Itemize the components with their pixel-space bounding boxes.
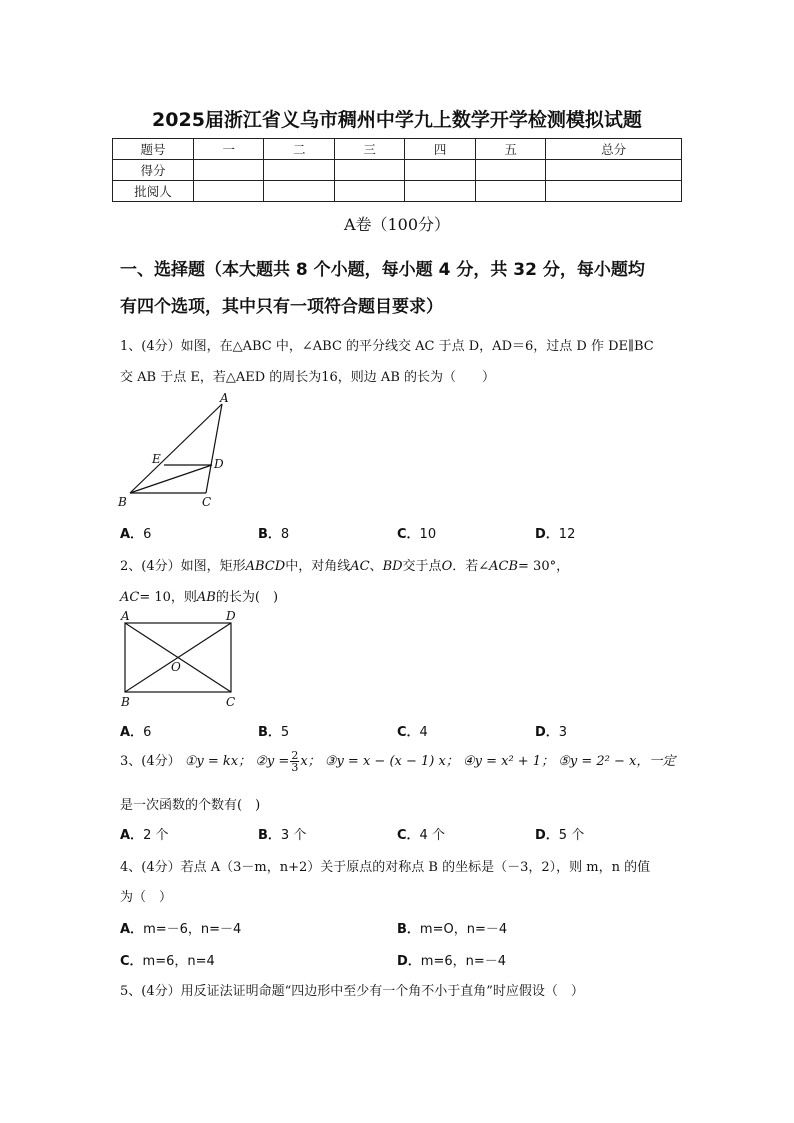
option-value: 10 — [419, 527, 437, 542]
score-table-cell: 二 — [264, 139, 334, 160]
option-value: 4 — [419, 725, 428, 740]
q3-option-a[interactable] — [120, 824, 168, 843]
part1-heading-line2: 有四个选项，其中只有一项符合题目要求） — [120, 297, 443, 317]
score-table-cell: 三 — [334, 139, 404, 160]
score-table-cell — [475, 181, 545, 202]
label-a: A — [220, 391, 229, 405]
score-table-cell: 总分 — [546, 139, 682, 160]
option-value: m=O，n=－4 — [419, 922, 508, 937]
option-letter: C． — [397, 527, 420, 542]
q2-text: 2、(4分）如图，矩形 — [120, 559, 246, 574]
option-letter: D． — [397, 954, 421, 969]
option-letter: D． — [535, 828, 559, 843]
q2-option-b[interactable] — [258, 721, 289, 740]
label-d: D — [214, 457, 224, 471]
fraction-denominator: 3 — [291, 761, 299, 774]
score-table-row-grader — [113, 181, 682, 202]
score-table-cell: 四 — [405, 139, 475, 160]
option-value: 8 — [280, 527, 290, 542]
score-table-cell: 五 — [475, 139, 545, 160]
fraction — [290, 750, 299, 773]
option-value: 12 — [558, 527, 576, 542]
q2-text: 中，对角线 — [285, 559, 351, 574]
q1-option-d[interactable] — [535, 523, 575, 542]
q2-option-a[interactable] — [120, 721, 151, 740]
option-value: 2 个 — [143, 828, 169, 843]
option-value: m=6，n=－4 — [420, 954, 507, 969]
q2-line1 — [120, 555, 569, 574]
option-letter: D． — [535, 725, 559, 740]
q3-expression-4: ④y = x² + 1； — [462, 754, 555, 769]
option-letter: A． — [120, 725, 144, 740]
q3-line2: 是一次函数的个数有( ) — [120, 798, 261, 813]
label-b: B — [121, 695, 130, 709]
label-c: C — [226, 695, 236, 709]
q4-option-d[interactable] — [397, 950, 506, 969]
score-table-cell: 得分 — [113, 160, 194, 181]
q2-math: AC — [350, 559, 370, 574]
fraction-numerator: 2 — [291, 749, 299, 762]
option-value: 5 — [280, 725, 290, 740]
label-d: D — [226, 609, 236, 623]
option-letter: C． — [397, 828, 420, 843]
q2-math: AC — [120, 590, 140, 605]
q5-line1: 5、(4分）用反证法证明命题“四边形中至少有一个角不小于直角”时应假设（ ） — [120, 984, 584, 999]
q2-math: ACB — [489, 559, 519, 574]
segment-bd — [130, 465, 212, 493]
option-letter: D． — [535, 527, 559, 542]
label-b: B — [118, 495, 127, 509]
option-letter: C． — [397, 725, 420, 740]
option-value: 3 个 — [280, 828, 307, 843]
q1-option-a[interactable] — [120, 523, 151, 542]
q4-option-a[interactable] — [120, 918, 241, 937]
q3-text: 3、(4分） — [120, 754, 181, 769]
q1-line2: 交 AB 于点 E，若△AED 的周长为16，则边 AB 的长为（ ） — [120, 370, 496, 385]
score-table-cell — [334, 181, 404, 202]
q3-option-c[interactable] — [397, 824, 445, 843]
label-a: A — [121, 609, 130, 623]
q3-expression-2: ②y = — [255, 754, 290, 769]
q3-option-d[interactable] — [535, 824, 584, 843]
q2-math: AB — [196, 590, 216, 605]
option-letter: A． — [120, 828, 144, 843]
q1-option-c[interactable] — [397, 523, 436, 542]
q3-line1 — [120, 750, 675, 773]
label-c: C — [202, 495, 212, 509]
option-letter: B． — [258, 725, 281, 740]
option-letter: A． — [120, 527, 144, 542]
q3-expression-5: ⑤y = 2² − x，一定 — [558, 754, 676, 769]
score-table-row-score — [113, 160, 682, 181]
score-table-cell — [546, 181, 682, 202]
q2-option-c[interactable] — [397, 721, 428, 740]
option-value: 5 个 — [558, 828, 585, 843]
q1-option-b[interactable] — [258, 523, 289, 542]
q2-math: ABCD — [245, 559, 286, 574]
option-value: 6 — [143, 725, 152, 740]
option-letter: C． — [120, 954, 143, 969]
score-table-cell: 一 — [194, 139, 264, 160]
q2-text: ．若∠ — [452, 559, 490, 574]
q2-math: BD — [382, 559, 403, 574]
option-value: 6 — [143, 527, 152, 542]
q1-line1: 1、(4分）如图，在△ABC 中，∠ABC 的平分线交 AC 于点 D，AD＝6，过点 D 作 DE∥BC — [120, 339, 654, 354]
q2-text: 、 — [369, 559, 383, 574]
q2-text: 交于点 — [402, 559, 442, 574]
q3-expression-2: x； — [300, 754, 321, 769]
q3-option-b[interactable] — [258, 824, 306, 843]
score-table-cell — [194, 160, 264, 181]
q1-triangle-figure — [112, 390, 242, 515]
score-table-cell — [546, 160, 682, 181]
q2-option-d[interactable] — [535, 721, 567, 740]
score-table-cell — [194, 181, 264, 202]
score-table-cell — [334, 160, 404, 181]
option-letter: B． — [258, 527, 281, 542]
option-value: 3 — [558, 725, 568, 740]
q4-line1: 4、(4分）若点 A（3－m，n+2）关于原点的对称点 B 的坐标是（－3，2），则 m，n 的值 — [120, 860, 651, 875]
q2-text: = 10，则 — [139, 590, 197, 605]
option-value: m=－6，n=－4 — [143, 922, 242, 937]
q2-text: = 30°， — [518, 559, 570, 574]
score-table — [112, 138, 682, 202]
score-table-cell — [405, 160, 475, 181]
q3-expression-3: ③y = x − (x − 1) x； — [324, 754, 459, 769]
q4-line2: 为（ ） — [120, 890, 173, 905]
q4-option-c[interactable] — [120, 950, 215, 969]
score-table-cell — [475, 160, 545, 181]
q3-expression-1: ①y = kx； — [184, 754, 252, 769]
q2-math: O — [441, 559, 453, 574]
q2-text: 的长为( ) — [215, 590, 279, 605]
score-table-header-row — [113, 139, 682, 160]
page-title: 2025届浙江省义乌市稠州中学九上数学开学检测模拟试题 — [152, 109, 642, 131]
option-letter: B． — [258, 828, 281, 843]
q4-option-b[interactable] — [397, 918, 507, 937]
score-table-cell — [264, 160, 334, 181]
label-o: O — [171, 660, 181, 674]
option-letter: A． — [120, 922, 144, 937]
option-value: m=6，n=4 — [142, 954, 215, 969]
option-value: 4 个 — [419, 828, 445, 843]
score-table-cell — [264, 181, 334, 202]
part1-heading-line1: 一、选择题（本大题共 8 个小题，每小题 4 分，共 32 分，每小题均 — [120, 260, 645, 280]
q2-line2 — [120, 586, 278, 605]
q2-rectangle-figure — [112, 605, 252, 710]
section-a-heading: A卷（100分） — [343, 215, 451, 234]
score-table-cell: 批阅人 — [113, 181, 194, 202]
score-table-cell: 题号 — [113, 139, 194, 160]
label-e: E — [152, 452, 161, 466]
option-letter: B． — [397, 922, 420, 937]
score-table-cell — [405, 181, 475, 202]
